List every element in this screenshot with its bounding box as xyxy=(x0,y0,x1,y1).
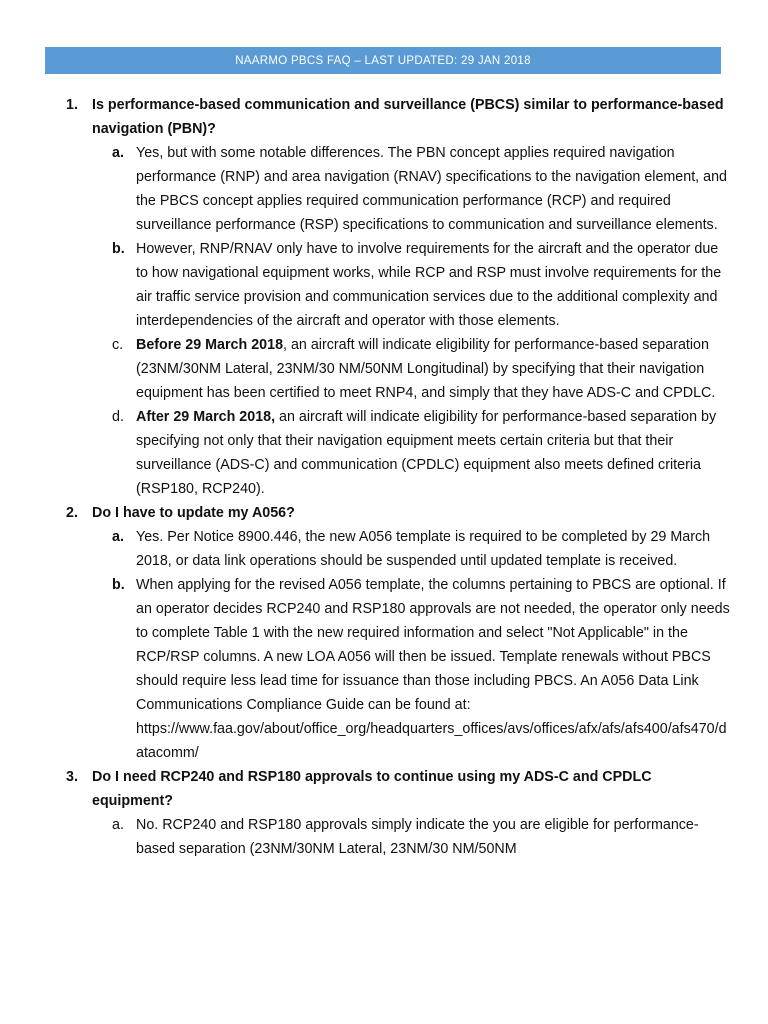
faq-answer xyxy=(66,813,730,861)
faq-question xyxy=(66,765,730,813)
document-title: NAARMO PBCS FAQ – LAST UPDATED: 29 JAN 2018 xyxy=(235,54,531,67)
question-text: Do I need RCP240 and RSP180 approvals to continue using my ADS-C and CPDLC equipment? xyxy=(92,769,652,809)
faq-answer xyxy=(66,405,730,501)
faq-answer xyxy=(66,141,730,237)
document-header-banner xyxy=(45,47,721,74)
faq-answer xyxy=(66,237,730,333)
question-number: 1. xyxy=(66,97,78,113)
answer-letter: b. xyxy=(112,577,125,593)
answer-text: No. RCP240 and RSP180 approvals simply indicate the you are eligible for performance-based separation (23NM/30NM Lateral, 23NM/30 NM/50NM xyxy=(136,817,699,857)
question-number: 2. xyxy=(66,505,78,521)
answer-date-highlight: After 29 March 2018, xyxy=(136,409,276,425)
faq-answer xyxy=(66,573,730,765)
question-number: 3. xyxy=(66,769,78,785)
answer-letter: d. xyxy=(112,409,124,425)
answer-text: , an aircraft will indicate eligibility for performance-based separation (23NM/30NM Lateral, 23NM/30 NM/50NM Longitudinal) by specifying that their navigation equipment has been certified to meet RNP4, and simply that they have ADS-C and CPDLC. xyxy=(136,337,716,401)
answer-text: Yes. Per Notice 8900.446, the new A056 template is required to be completed by 29 March 2018, or data link operations should be suspended until updated template is received. xyxy=(136,529,711,569)
answer-letter: c. xyxy=(112,337,124,353)
faq-question xyxy=(66,501,730,525)
faq-answer xyxy=(66,333,730,405)
faq-list xyxy=(66,93,730,861)
question-text: Is performance-based communication and surveillance (PBCS) similar to performance-based navigation (PBN)? xyxy=(92,97,724,137)
compliance-guide-link[interactable]: https://www.faa.gov/about/office_org/headquarters_offices/avs/offices/afx/afs/afs400/afs470/datacomm/ xyxy=(136,721,727,761)
answer-letter: a. xyxy=(112,529,124,545)
faq-question xyxy=(66,93,730,141)
question-text: Do I have to update my A056? xyxy=(92,505,295,521)
answer-letter: a. xyxy=(112,145,124,161)
answer-text: Yes, but with some notable differences. The PBN concept applies required navigation performance (RNP) and area navigation (RNAV) specifications to the navigation element, and the PBCS concept applies required communication performance (RCP) and required surveillance performance (RSP) specifications to communication and surveillance elements. xyxy=(136,145,727,233)
answer-letter: a. xyxy=(112,817,124,833)
answer-date-highlight: Before 29 March 2018 xyxy=(136,337,284,353)
faq-answer xyxy=(66,525,730,573)
answer-letter: b. xyxy=(112,241,125,257)
answer-text: an aircraft will indicate eligibility for performance-based separation by specifying not only that their navigation equipment meets certain criteria but that their surveillance (ADS-C) and communication (CPDLC) equipment also meets defined criteria (RSP180, RCP240). xyxy=(136,409,717,497)
answer-text: When applying for the revised A056 template, the columns pertaining to PBCS are optional. If an operator decides RCP240 and RSP180 approvals are not needed, the operator only needs to complete Table 1 with the new required information and select "Not Applicable" in the RCP/RSP columns. A new LOA A056 will then be issued. Template renewals without PBCS should require less lead time for issuance than those including PBCS. An A056 Data Link Communications Compliance Guide can be found at: xyxy=(136,577,730,713)
answer-text: However, RNP/RNAV only have to involve requirements for the aircraft and the operator due to how navigational equipment works, while RCP and RSP must involve requirements for the air traffic service provision and communication services due to the additional complexity and interdependencies of the aircraft and operator with those elements. xyxy=(136,241,722,329)
